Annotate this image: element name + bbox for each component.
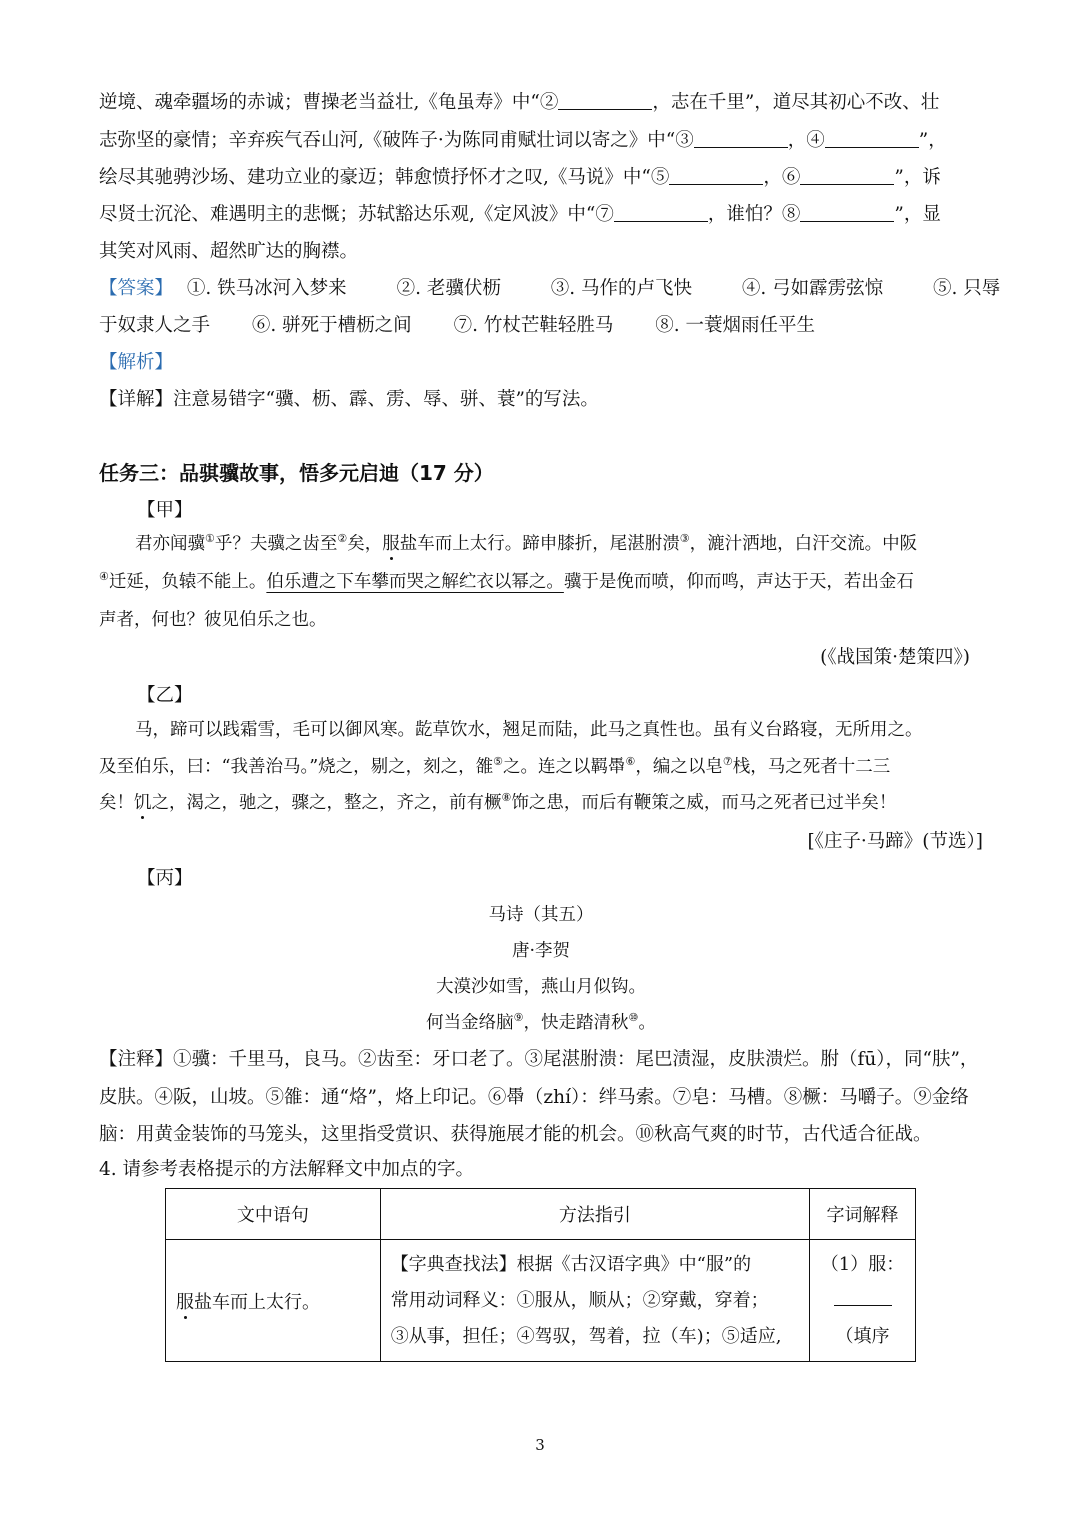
answer-item: ⑦. 竹杖芒鞋轻胜马 [453,315,614,336]
text: 绘尽其驰骋沙场、建功立业的豪迈；韩愈愤抒怀才之叹,《马说》中“⑤ [99,167,670,188]
intro-line-4 [99,200,983,226]
jia-line-1 [99,530,983,555]
answer-item: ⑥. 骈死于槽枥之间 [251,315,412,336]
footnote-ref: ⑦ [722,755,733,769]
table-header-row [166,1189,916,1240]
notes-line-3: 脑：用黄金装饰的马笼头，这里指受赏识、获得施展才能的机会。⑩秋高气爽的时节，古代适合征战。 [99,1124,932,1145]
footnote-ref: ① [205,532,215,546]
text: ”，诉 [894,167,941,188]
dotted-char: 饥 [134,793,152,813]
text: 之，渴之，驰之，骤之，整之，齐之，前有橛 [151,793,502,813]
text: 饰之患，而后有鞭策之威，而马之死者已过半矣！ [511,793,897,813]
yi-line-2 [99,753,983,778]
answer-blank[interactable] [834,1285,892,1306]
text: 骥于是俛而喷，仰而鸣，声达于天，若出金石 [563,572,914,592]
jia-label: 【甲】 [137,500,193,521]
table-header: 字词解释 [810,1189,916,1240]
intro-line-1 [99,88,983,114]
analysis-tag: 【解析】 [99,352,174,373]
intro-line-3 [99,163,983,189]
text: 君亦闻骥 [135,534,205,554]
text: 之。连之以羁馽 [503,757,626,777]
blank-8 [800,203,894,222]
text: 【字典查找法】根据《古汉语字典》中“服”的 [390,1253,752,1275]
answer-item: 于奴隶人之手 [99,315,211,336]
footnote-ref: ④ [99,570,109,584]
text: 及至伯乐，曰：“我善治马。”烧之，剔之，刻之，雒 [99,757,494,777]
text: 矣！ [99,793,134,813]
text: 逆境、魂牵疆场的赤诚；曹操老当益壮,《龟虽寿》中“② [99,92,559,113]
poem-author: 唐·李贺 [511,941,571,961]
text: ，快走踏清秋 [523,1013,629,1033]
dotted-char: 服 [382,534,400,554]
page-number: 3 [535,1436,545,1454]
text: ，谁怕？⑧ [707,204,801,225]
text: 盐车而上太行。 [194,1291,320,1313]
question-4: 4. 请参考表格提示的方法解释文中加点的字。 [99,1159,475,1180]
yi-line-3 [99,789,983,814]
text: 何当金络脑 [426,1013,514,1033]
table-row [166,1240,916,1362]
text: ，漉汁洒地，白汗交流。中阪 [689,534,918,554]
blank-7 [614,203,708,222]
analysis-detail: 【详解】注意易错字“骥、枥、霹、雳、辱、骈、蓑”的写法。 [99,389,599,410]
footnote-ref: ⑧ [501,791,512,805]
blank-4 [825,129,919,148]
jia-line-3: 声者，何也？彼见伯乐之也。 [99,610,327,630]
text: 栈，马之死者十二三 [732,757,891,777]
intro-line-2 [99,126,983,152]
yi-line-1 [99,716,983,741]
poem-line-1: 大漠沙如雪，燕山月似钩。 [436,977,646,997]
answer-item: ①. 铁马冰河入梦来 [186,278,347,299]
answer-item: ④. 弓如霹雳弦惊 [741,278,884,299]
yi-source: [《庄子·马蹄》(节选）] [807,831,983,852]
answer-tag: 【答案】 [99,278,174,299]
yi-label: 【乙】 [137,685,193,706]
blank-5 [669,166,763,185]
blank-3 [694,129,788,148]
footnote-ref: ⑥ [625,755,636,769]
text: ，④ [787,130,825,151]
notes-line-2: 皮肤。④阪，山坡。⑤雒：通“烙”，烙上印记。⑥馽（zhí）：绊马索。⑦皂：马槽。⑧橛：马嚼子。⑨金络 [99,1087,969,1108]
text: （填序 [835,1325,890,1347]
notes-line-1: 【注释】①骥：千里马，良马。②齿至：牙口老了。③尾湛胕溃：尾巴渍湿，皮肤溃烂。胕（fū），同“肤”， [99,1049,979,1070]
text: 迁延，负辕不能上。 [108,572,267,592]
text: 乎？夫骥之齿至 [214,534,338,554]
poem-line-2 [99,1009,983,1034]
footnote-ref: ⑤ [493,755,504,769]
footnote-ref: ⑩ [628,1011,639,1025]
table-cell [810,1240,916,1362]
answer-line-1 [99,274,1001,300]
text: 马，蹄可以践霜雪，毛可以御风寒。龁草饮水，翘足而陆，此马之真性也。虽有义台路寝，无所用之。 [135,720,923,740]
text: ，⑥ [763,167,801,188]
text: ③从事，担任；④驾驭，驾着，拉（车)；⑤适应, [390,1325,782,1347]
table-cell [380,1240,809,1362]
poem-title: 马诗（其五） [488,905,594,925]
blank-2 [558,91,652,110]
answer-line-2 [99,311,983,337]
method-table [165,1188,916,1362]
text: ”， [918,130,947,151]
jia-line-2 [99,568,983,593]
blank-6 [800,166,894,185]
text: 盐车而上太行。蹄申膝折，尾湛胕溃 [399,534,680,554]
table-header: 文中语句 [166,1189,381,1240]
answer-item: ⑧. 一蓑烟雨任平生 [655,315,815,336]
footnote-ref: ⑨ [513,1011,524,1025]
bing-label: 【丙】 [137,868,193,889]
dotted-char: 服 [176,1291,194,1313]
table-cell [166,1240,381,1362]
text: 尽贤士沉沦、难遇明主的悲慨；苏轼豁达乐观,《定风波》中“⑦ [99,204,614,225]
text: 。 [638,1013,656,1033]
footnote-ref: ③ [679,532,690,546]
underlined-sentence: 伯乐遭之下车攀而哭之解纻衣以幂之。 [266,572,564,592]
answer-item: ⑤. 只辱 [933,278,1001,299]
text: ，志在千里”，道尽其初心不改、壮 [652,92,940,113]
intro-line-5: 其笑对风雨、超然旷达的胸襟。 [99,241,359,262]
text: 志弥坚的豪情；辛弃疾气吞山河,《破阵子·为陈同甫赋壮词以寄之》中“③ [99,130,694,151]
text: （1）服： [820,1253,905,1275]
answer-item: ③. 马作的卢飞快 [550,278,692,299]
answer-item: ②. 老骥伏枥 [396,278,501,299]
text: 常用动词释义：①服从，顺从；②穿戴，穿着； [390,1289,769,1311]
jia-source: (《战国策·楚策四》) [820,647,970,668]
text: ”，显 [894,204,941,225]
table-header: 方法指引 [380,1189,809,1240]
text: ，编之以皂 [635,757,723,777]
footnote-ref: ② [337,532,348,546]
text: 矣， [347,534,383,554]
task3-title: 任务三：品骐骥故事，悟多元启迪（17 分） [99,461,494,485]
